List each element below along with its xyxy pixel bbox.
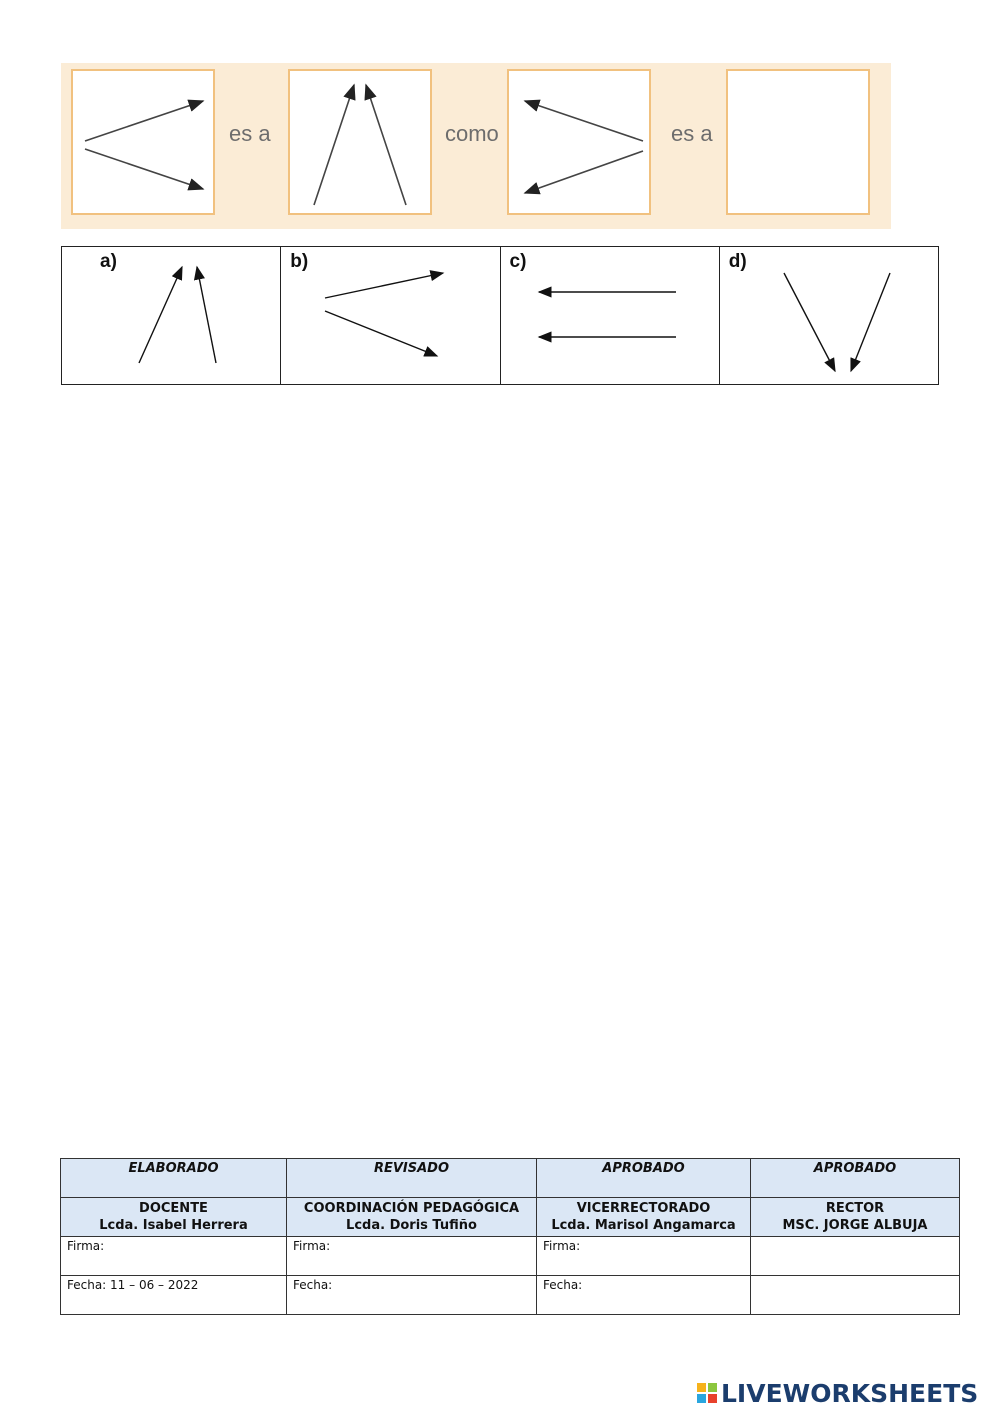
arrows-converging-up-icon: [62, 247, 281, 384]
fecha-cell: [751, 1276, 960, 1315]
role-title: COORDINACIÓN PEDAGÓGICA: [303, 1201, 520, 1216]
option-c[interactable]: [501, 247, 720, 384]
header-aprobado-2: APROBADO: [751, 1159, 960, 1198]
arrows-diverging-left-icon: [509, 71, 653, 217]
analogy-strip: [61, 63, 891, 229]
fecha-cell: Fecha: 11 – 06 – 2022: [61, 1276, 287, 1315]
role-coordinacion: [287, 1198, 537, 1237]
analogy-word-como: como: [445, 121, 499, 146]
role-person: MSC. JORGE ALBUJA: [782, 1218, 928, 1233]
role-title: DOCENTE: [139, 1201, 208, 1216]
role-person: Lcda. Marisol Angamarca: [551, 1218, 736, 1233]
analogy-figure-2: [288, 69, 432, 215]
option-b[interactable]: [281, 247, 500, 384]
analogy-figure-1: [71, 69, 215, 215]
option-b-label: b): [290, 251, 309, 272]
firma-cell: Firma:: [61, 1237, 287, 1276]
option-a-label: a): [100, 251, 117, 272]
analogy-word-es-a: es a: [229, 121, 271, 146]
logo-square: [708, 1394, 717, 1403]
analogy-figure-3: [507, 69, 651, 215]
firma-row: [61, 1237, 960, 1276]
role-person: Lcda. Isabel Herrera: [99, 1218, 248, 1233]
logo-square: [697, 1383, 706, 1392]
logo-square: [697, 1394, 706, 1403]
role-vicerrectorado: [537, 1198, 751, 1237]
arrows-diverging-right-icon: [281, 247, 500, 384]
role-docente: [61, 1198, 287, 1237]
fecha-cell: Fecha:: [287, 1276, 537, 1315]
arrows-converging-up-icon: [290, 71, 434, 217]
option-d-label: d): [728, 251, 747, 272]
role-rector: [751, 1198, 960, 1237]
firma-cell: Firma:: [537, 1237, 751, 1276]
arrows-converging-down-icon: [720, 247, 939, 384]
option-a[interactable]: [62, 247, 281, 384]
analogy-answer-box[interactable]: [726, 69, 870, 215]
arrows-diverging-right-icon: [73, 71, 217, 217]
analogy-word-es-a-2: es a: [671, 121, 713, 146]
arrows-parallel-left-icon: [501, 247, 720, 384]
header-aprobado-1: APROBADO: [537, 1159, 751, 1198]
approval-role-row: [61, 1198, 960, 1237]
fecha-row: [61, 1276, 960, 1315]
option-c-label: c): [509, 251, 527, 272]
answer-options: [61, 246, 939, 385]
logo-square: [708, 1383, 717, 1392]
role-title: RECTOR: [825, 1201, 885, 1216]
liveworksheets-brand[interactable]: [697, 1378, 978, 1408]
firma-cell: [751, 1237, 960, 1276]
option-d[interactable]: [720, 247, 938, 384]
liveworksheets-logo-icon: [697, 1383, 717, 1403]
firma-cell: Firma:: [287, 1237, 537, 1276]
brand-text: LIVEWORKSHEETS: [721, 1378, 979, 1408]
approval-table: [60, 1158, 960, 1315]
header-elaborado: ELABORADO: [61, 1159, 287, 1198]
fecha-cell: Fecha:: [537, 1276, 751, 1315]
role-title: VICERRECTORADO: [576, 1201, 711, 1216]
role-person: Lcda. Doris Tufiño: [346, 1218, 477, 1233]
approval-header-row: [61, 1159, 960, 1198]
header-revisado: REVISADO: [287, 1159, 537, 1198]
